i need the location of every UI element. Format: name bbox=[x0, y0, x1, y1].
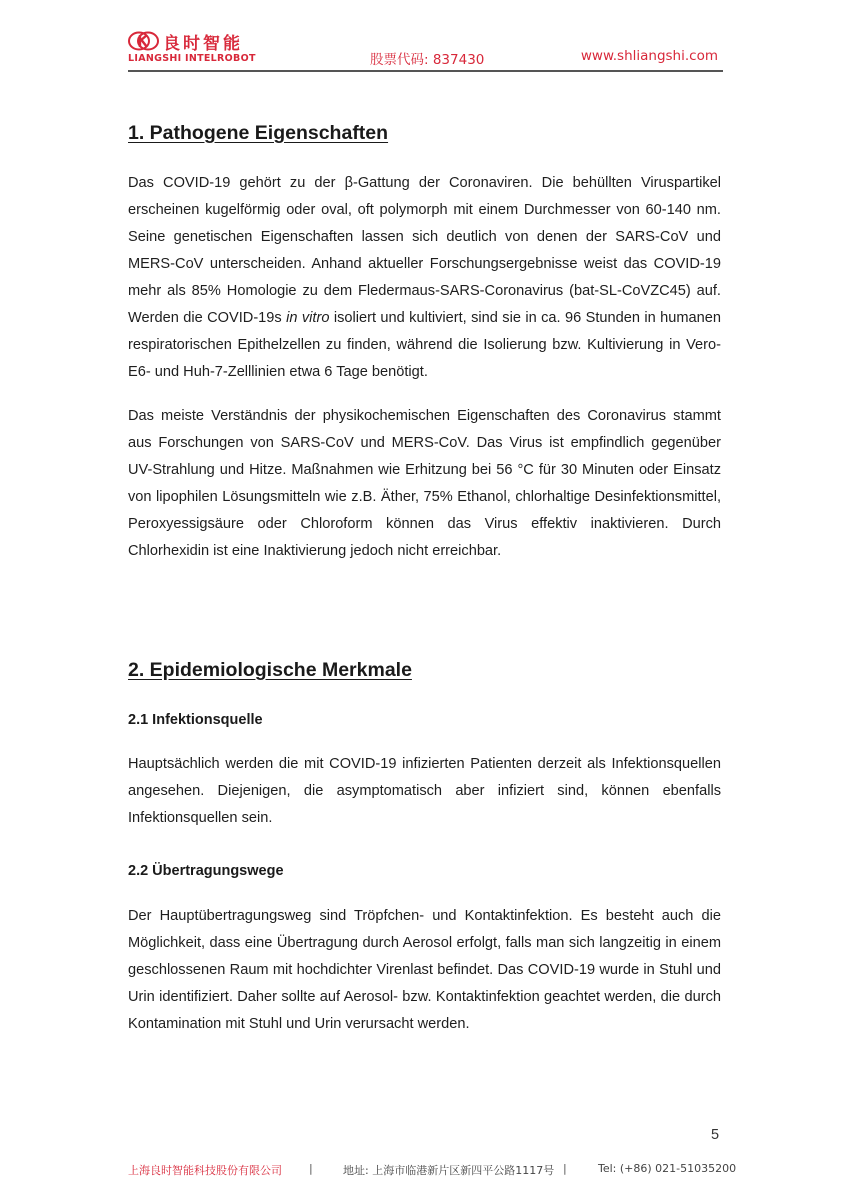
footer-separator: | bbox=[563, 1162, 567, 1175]
logo-chinese-name: 良时智能 bbox=[163, 34, 243, 54]
page-header bbox=[128, 30, 723, 72]
paragraph-text: isoliert und kultiviert, sind sie in ca. 96 Stunden in humanen respiratorischen Epithelzellen zu finden, während die Isolierung bzw. Kultivierung in Vero-E6- und Huh-7-Zelllinien etwa 6 Tage benötigt. bbox=[128, 310, 721, 380]
paragraph-physicochemical-properties: Das meiste Verständnis der physikochemischen Eigenschaften des Coronavirus stammt aus Forschungen von SARS-CoV und MERS-CoV. Das Virus ist empfindlich gegenüber UV-Strahlung und Hitze. Maßnahmen wie Erhitzung bei 56 °C für 30 Minuten oder Einsatz von lipophilen Lösungsmitteln wie z.B. Äther, 75% Ethanol, chlorhaltige Desinfektionsmittel, Peroxyessigsäure oder Chloroform können das Virus effektiv inaktivieren. Durch Chlorhexidin ist eine Inaktivierung jedoch nicht erreichbar. bbox=[128, 408, 721, 559]
page-number: 5 bbox=[711, 1127, 720, 1143]
italic-term: in vitro bbox=[286, 310, 330, 326]
page-footer bbox=[128, 1162, 737, 1180]
footer-company-name: 上海良时智能科技股份有限公司 bbox=[128, 1164, 282, 1177]
section-title-pathogene-eigenschaften: 1. Pathogene Eigenschaften bbox=[128, 122, 389, 144]
paragraph-infection-source: Hauptsächlich werden die mit COVID-19 infizierten Patienten derzeit als Infektionsquellen angesehen. Diejenigen, die asymptomatisch aber infiziert sind, können ebenfalls Infektionsquellen sein. bbox=[128, 756, 721, 826]
section-title-epidemiologische-merkmale: 2. Epidemiologische Merkmale bbox=[128, 659, 412, 681]
paragraph-text: Das COVID-19 gehört zu der β-Gattung der Coronaviren. Die behüllten Viruspartikel erscheinen kugelförmig oder oval, oft polymorph mit einem Durchmesser von 60-140 nm. Seine genetischen Eigenschaften lassen sich deutlich von denen der SARS-CoV und MERS-CoV unterscheiden. Anhand aktueller Forschungsergebnisse weist das COVID-19 mehr als 85% Homologie zu dem Fledermaus-SARS-Coronavirus (bat-SL-CoVZC45) auf. Werden die COVID-19s bbox=[128, 175, 721, 326]
paragraph-transmission-routes: Der Hauptübertragungsweg sind Tröpfchen- und Kontaktinfektion. Es besteht auch die Möglichkeit, dass eine Übertragung durch Aerosol erfolgt, falls man sich langzeitig in einem geschlossenen Raum mit hochdichter Virenlast befindet. Das COVID-19 wurde in Stuhl und Urin identifiziert. Daher sollte auf Aerosol- bzw. Kontaktinfektion geachtet werden, die durch Kontamination mit Stuhl und Urin verursacht werden. bbox=[128, 908, 721, 1032]
logo-english-name: LIANGSHI INTELROBOT bbox=[128, 53, 256, 64]
stock-code: 股票代码: 837430 bbox=[370, 52, 485, 68]
company-logo bbox=[128, 30, 258, 66]
website-link[interactable]: www.shliangshi.com bbox=[580, 48, 718, 64]
header-divider bbox=[128, 70, 723, 72]
subsection-title-uebertragungswege: 2.2 Übertragungswege bbox=[128, 863, 284, 879]
paragraph-pathogen-properties bbox=[128, 170, 721, 386]
subsection-title-infektionsquelle: 2.1 Infektionsquelle bbox=[128, 712, 263, 728]
footer-address: 地址: 上海市临港新片区新四平公路1117号 bbox=[343, 1164, 555, 1177]
footer-separator: | bbox=[309, 1162, 313, 1175]
liangshi-logo-icon bbox=[128, 31, 160, 51]
footer-telephone: Tel: (+86) 021-51035200 bbox=[598, 1162, 737, 1175]
